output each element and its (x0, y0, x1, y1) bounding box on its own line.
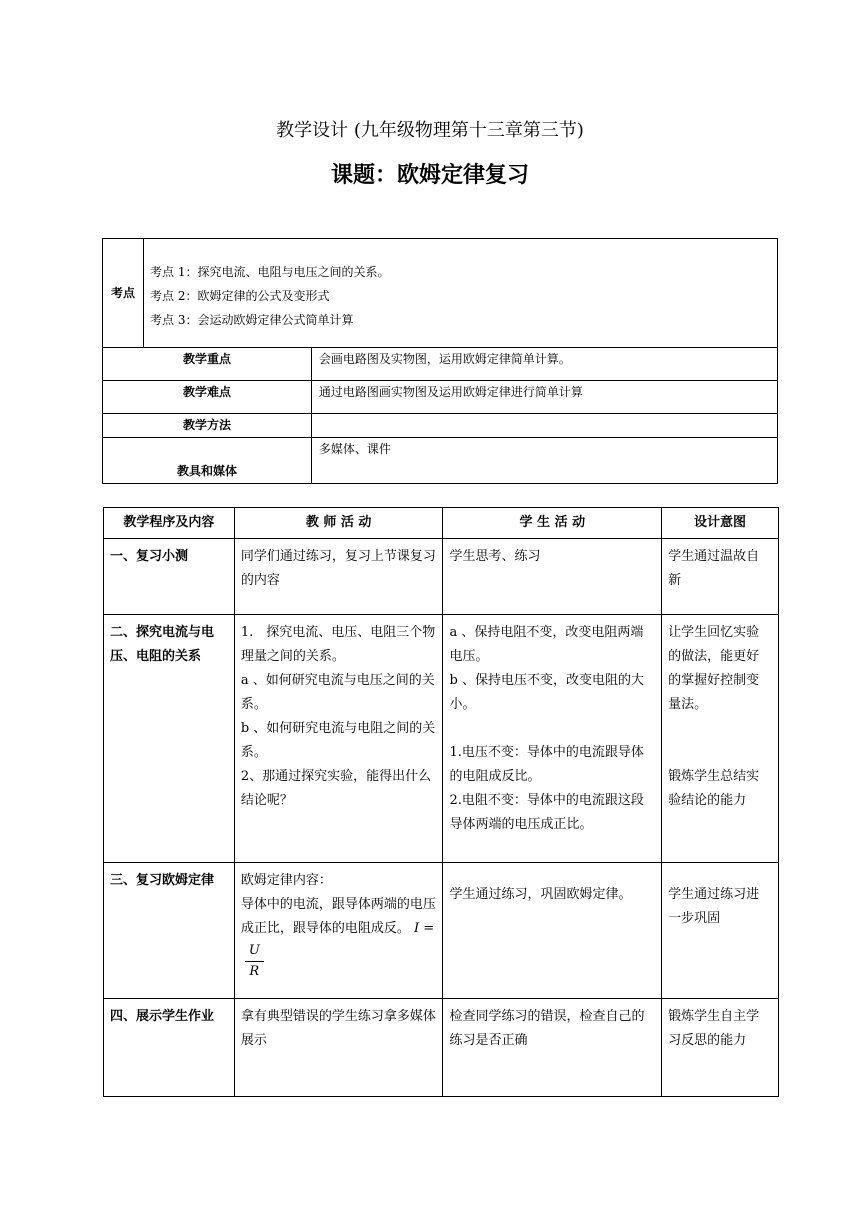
teacher-3-line: 导体中的电流，跟导体两端的电压成正比，跟导体的电阻成反。 (240, 897, 436, 936)
key-point-label: 教学重点 (103, 348, 312, 381)
formula-numerator: U (245, 941, 264, 962)
media-value: 多媒体、课件 (311, 438, 777, 484)
header-teacher: 教 师 活 动 (234, 508, 443, 539)
kaodian-list (144, 239, 778, 348)
header-intent: 设计意图 (662, 508, 779, 539)
process-table (103, 507, 779, 1097)
kaodian-item: 考点 3：会运动欧姆定律公式简单计算 (150, 313, 354, 327)
student-2-line: 2.电阻不变：导体中的电流跟这段导体两端的电压成正比。 (449, 793, 644, 832)
student-2-line: b 、保持电压不变，改变电阻的大小。 (449, 673, 644, 712)
kaodian-item: 考点 2：欧姆定律的公式及变形式 (150, 289, 330, 303)
ohm-law-formula: I = $\frac{U}{R}$ (241, 921, 434, 969)
method-label: 教学方法 (103, 414, 312, 438)
intent-3: 学生通过练习进一步巩固 (662, 863, 779, 999)
key-point-value: 会画电路图及实物图，运用欧姆定律简单计算。 (311, 348, 777, 381)
section-2: 二、探究电流与电压、电阻的关系 (104, 615, 235, 863)
student-3: 学生通过练习，巩固欧姆定律。 (443, 863, 662, 999)
document-title: 课题：欧姆定律复习 (330, 162, 529, 188)
header-student: 学 生 活 动 (443, 508, 662, 539)
student-1: 学生思考、练习 (443, 539, 662, 615)
formula-denominator: R (249, 964, 260, 979)
teacher-2 (234, 615, 443, 863)
difficulty-value: 通过电路图画实物图及运用欧姆定律进行简单计算 (311, 381, 777, 414)
difficulty-label: 教学难点 (103, 381, 312, 414)
intent-2-line: 锻炼学生总结实验结论的能力 (668, 769, 760, 808)
teacher-4: 拿有典型错误的学生练习拿多媒体展示 (234, 999, 443, 1097)
overview-table (102, 238, 778, 484)
student-2-line: a 、保持电阻不变，改变电阻两端电压。 (449, 625, 644, 664)
teacher-1: 同学们通过练习，复习上节课复习的内容 (234, 539, 443, 615)
intent-4: 锻炼学生自主学习反思的能力 (662, 999, 779, 1097)
section-4: 四、展示学生作业 (104, 999, 235, 1097)
method-value (311, 414, 777, 438)
section-1: 一、复习小测 (104, 539, 235, 615)
section-3: 三、复习欧姆定律 (104, 863, 235, 999)
teacher-2-line: 2、那通过探究实验，能得出什么结论呢？ (240, 769, 432, 808)
teacher-2-line: 1. 探究电流、电压、电阻三个物理量之间的关系。 (240, 625, 436, 664)
student-4: 检查同学练习的错误，检查自己的练习是否正确 (443, 999, 662, 1097)
kaodian-label: 考点 (103, 239, 144, 348)
header-procedure: 教学程序及内容 (104, 508, 235, 539)
student-2 (443, 615, 662, 863)
teacher-2-line: b 、如何研究电流与电阻之间的关系。 (240, 721, 436, 760)
teacher-3-line: 欧姆定律内容： (240, 873, 332, 888)
intent-2-line: 让学生回忆实验的做法，能更好的掌握好控制变量法。 (668, 625, 760, 712)
teacher-2-line: a 、如何研究电流与电压之间的关系。 (240, 673, 435, 712)
student-2-line: 1.电压不变：导体中的电流跟导体的电阻成反比。 (449, 745, 644, 784)
document-subtitle: 教学设计 (九年级物理第十三章第三节) (276, 120, 584, 141)
teacher-3 (234, 863, 443, 999)
media-label: 教具和媒体 (103, 438, 312, 484)
intent-1: 学生通过温故自新 (662, 539, 779, 615)
kaodian-item: 考点 1：探究电流、电阻与电压之间的关系。 (150, 265, 390, 279)
intent-2 (662, 615, 779, 863)
